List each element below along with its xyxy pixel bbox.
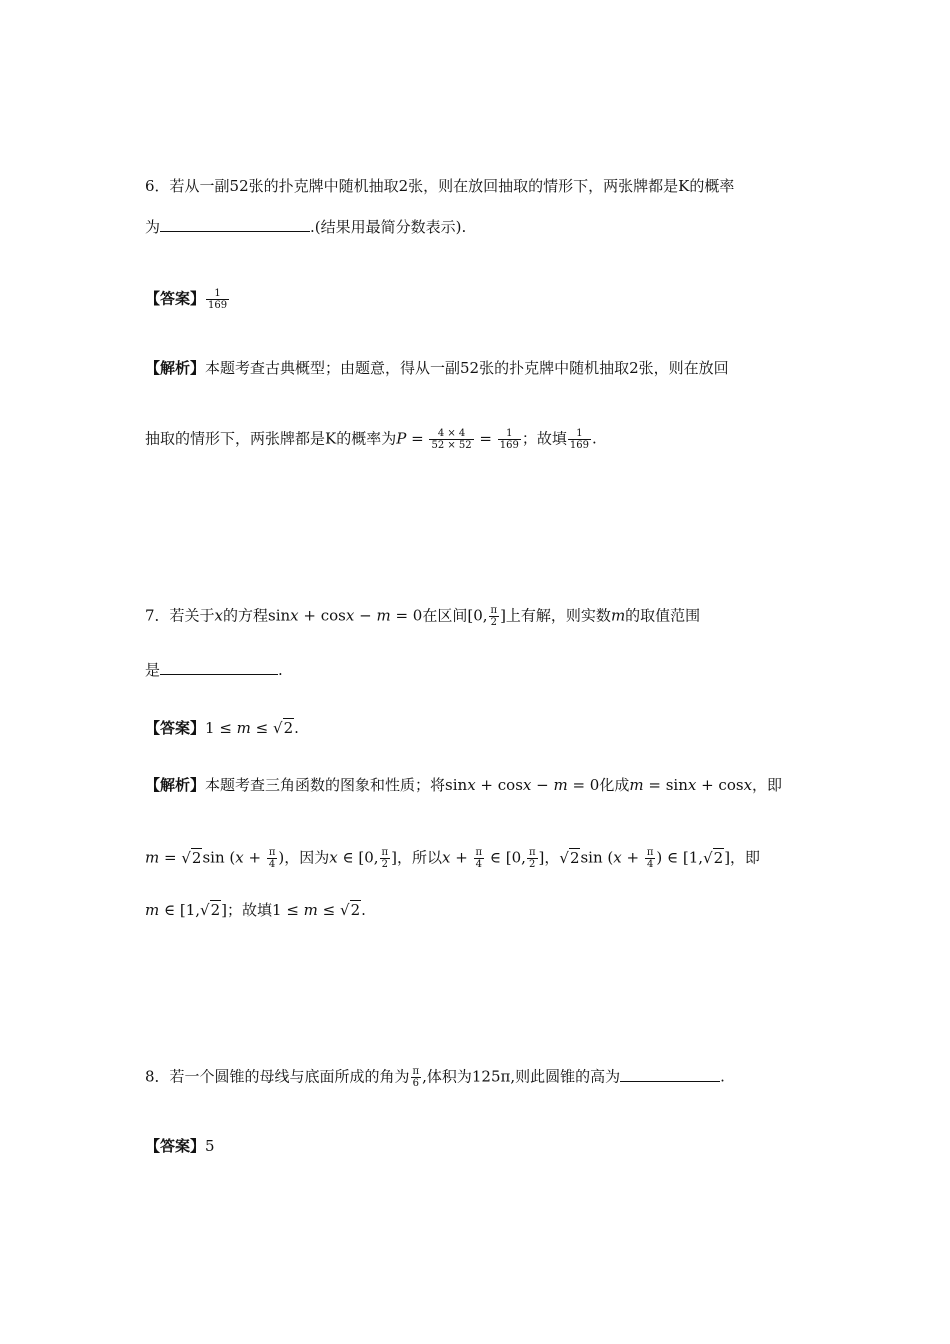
q7-analysis-line1: 【解析】本题考查三角函数的图象和性质；将sinx + cosx − m = 0化成m = sinx + cosx，即 bbox=[145, 776, 783, 794]
q8-answer: 【答案】5 bbox=[145, 1137, 215, 1155]
q8-answer-blank bbox=[620, 1067, 720, 1082]
q7-answer: 【答案】1 ≤ m ≤ √2. bbox=[145, 719, 299, 737]
q6-answer-fraction: $\frac{1}{169}$ bbox=[208, 288, 228, 311]
q6-answer: 【答案】 $\frac{1}{169}$ bbox=[145, 288, 228, 311]
q7-analysis-line3: m ∈ [1,√2]；故填1 ≤ m ≤ √2. bbox=[145, 901, 366, 919]
q7-answer-blank bbox=[160, 660, 278, 675]
q7-stem-line2: 是 . bbox=[145, 661, 283, 679]
q6-analysis-line1: 【解析】本题考查古典概型；由题意，得从一副52张的扑克牌中随机抽取2张，则在放回 bbox=[145, 359, 729, 377]
q6-answer-blank bbox=[160, 217, 310, 232]
q6-stem-line1: 6．若从一副52张的扑克牌中随机抽取2张，则在放回抽取的情形下，两张牌都是K的概率 bbox=[145, 177, 735, 195]
q8-stem: 8．若一个圆锥的母线与底面所成的角为 $\frac{\pi}{6}$ ,体积为125π,则此圆锥的高为 . bbox=[145, 1066, 725, 1089]
q7-stem-line1: 7．若关于x的方程sinx + cosx − m = 0在区间[0, $\frac{\pi}{2}$ ]上有解，则实数m的取值范围 bbox=[145, 605, 701, 628]
q6-analysis-line2: 抽取的情形下，两张牌都是K的概率为P = $\frac{4 \times 4}{52 \times 52}$ = $\frac{1}{169}$ ；故填 $\frac{1}{169}$ . bbox=[145, 428, 597, 451]
q6-stem-line2: 为 .(结果用最简分数表示). bbox=[145, 218, 467, 236]
q7-analysis-line2: m = √2sin (x + $\frac{\pi}{4}$ )，因为x ∈ [0, $\frac{\pi}{2}$ ]，所以x + $\frac{\pi}{4}$ ∈ [0, $\frac{\pi}{2}$ ]，√2sin (x + $\frac{\pi}{4}$ ) ∈ [1,√2]，即 bbox=[145, 847, 761, 870]
